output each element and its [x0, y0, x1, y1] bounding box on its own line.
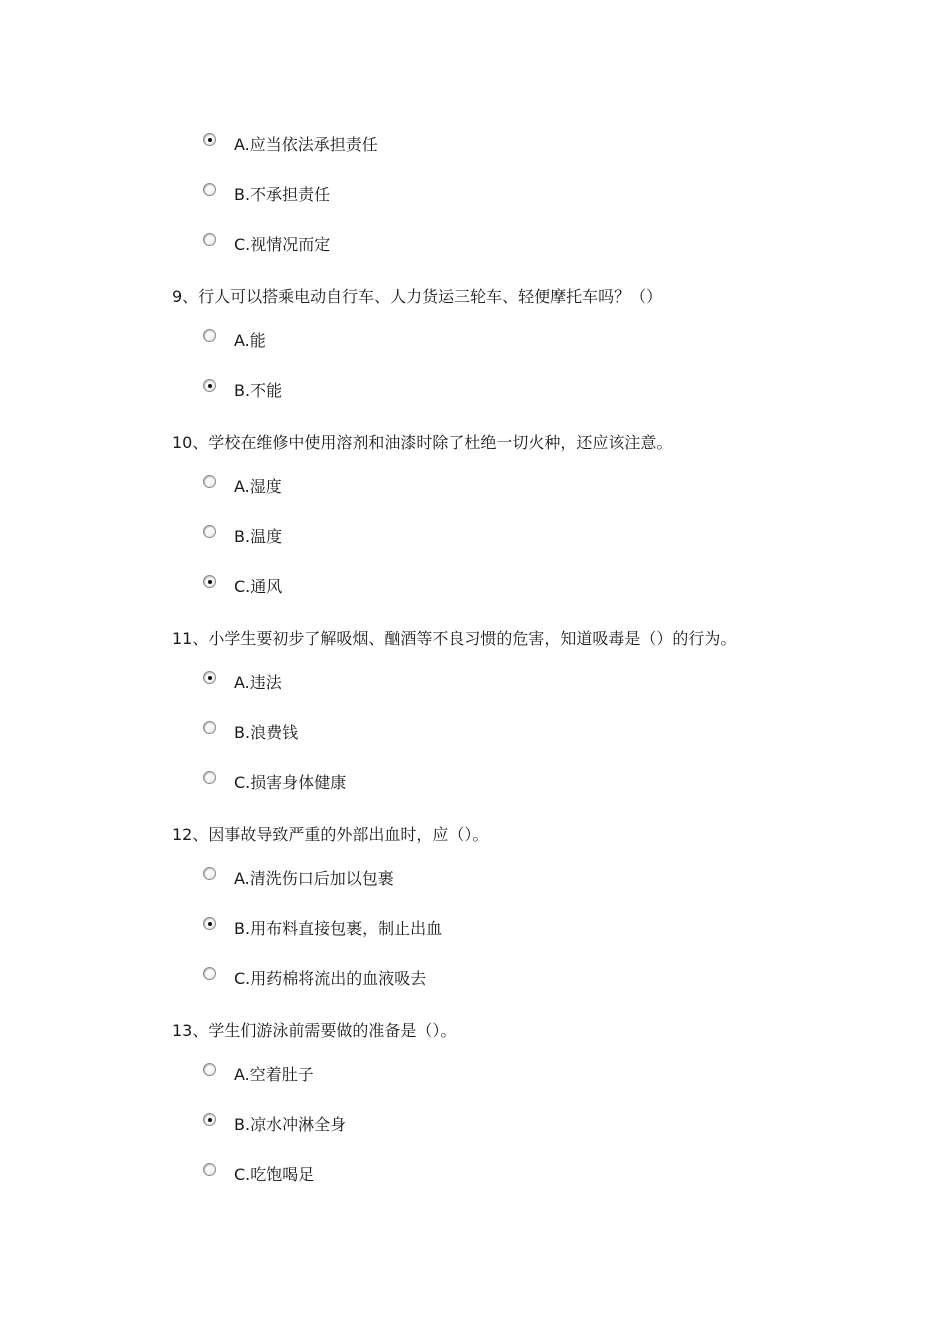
q13-option-b-radio[interactable]	[203, 1113, 216, 1126]
q9-option-b-label: B.不能	[234, 381, 283, 400]
q8-option-b-radio[interactable]	[203, 183, 216, 196]
q10-option-c-label: C.通风	[234, 577, 283, 596]
q13-option-a[interactable]	[203, 1063, 603, 1093]
q11-option-c[interactable]	[203, 771, 603, 801]
q11-option-c-label: C.损害身体健康	[234, 773, 347, 792]
q10-option-b-label: B.温度	[234, 527, 283, 546]
q8-option-b-label: B.不承担责任	[234, 185, 331, 204]
q12-option-a[interactable]	[203, 867, 603, 897]
q12-option-c-radio[interactable]	[203, 967, 216, 980]
q13-option-c[interactable]	[203, 1163, 603, 1193]
q12-option-a-label: A.清洗伤口后加以包裹	[234, 869, 394, 888]
q10-option-c[interactable]	[203, 575, 603, 605]
q10-option-a-radio[interactable]	[203, 475, 216, 488]
q8-option-c[interactable]	[203, 233, 603, 263]
q8-option-a[interactable]	[203, 133, 603, 163]
q9-option-a-radio[interactable]	[203, 329, 216, 342]
q12-option-b[interactable]	[203, 917, 603, 947]
q12-option-b-radio[interactable]	[203, 917, 216, 930]
q9-option-a-label: A.能	[234, 331, 266, 350]
q10-option-a-label: A.湿度	[234, 477, 282, 496]
question-11-title: 11、小学生要初步了解吸烟、酗酒等不良习惯的危害，知道吸毒是（）的行为。	[172, 629, 737, 648]
q12-option-c[interactable]	[203, 967, 603, 997]
q11-option-c-radio[interactable]	[203, 771, 216, 784]
question-12-title: 12、因事故导致严重的外部出血时，应（）。	[172, 825, 489, 844]
q8-option-c-radio[interactable]	[203, 233, 216, 246]
q8-option-b[interactable]	[203, 183, 603, 213]
q9-option-a[interactable]	[203, 329, 603, 359]
q13-option-b-label: B.凉水冲淋全身	[234, 1115, 347, 1134]
q13-option-a-label: A.空着肚子	[234, 1065, 314, 1084]
question-9-title: 9、行人可以搭乘电动自行车、人力货运三轮车、轻便摩托车吗？（）	[172, 287, 663, 306]
q11-option-a[interactable]	[203, 671, 603, 701]
q11-option-b[interactable]	[203, 721, 603, 751]
q13-option-b[interactable]	[203, 1113, 603, 1143]
q11-option-b-label: B.浪费钱	[234, 723, 299, 742]
question-10-title: 10、学校在维修中使用溶剂和油漆时除了杜绝一切火种，还应该注意。	[172, 433, 673, 452]
question-13-title: 13、学生们游泳前需要做的准备是（）。	[172, 1021, 457, 1040]
q8-option-c-label: C.视情况而定	[234, 235, 331, 254]
q12-option-a-radio[interactable]	[203, 867, 216, 880]
q11-option-b-radio[interactable]	[203, 721, 216, 734]
q13-option-a-radio[interactable]	[203, 1063, 216, 1076]
q10-option-a[interactable]	[203, 475, 603, 505]
q8-option-a-radio[interactable]	[203, 133, 216, 146]
q11-option-a-label: A.违法	[234, 673, 282, 692]
q9-option-b[interactable]	[203, 379, 603, 409]
q9-option-b-radio[interactable]	[203, 379, 216, 392]
q10-option-c-radio[interactable]	[203, 575, 216, 588]
q13-option-c-radio[interactable]	[203, 1163, 216, 1176]
q10-option-b[interactable]	[203, 525, 603, 555]
q12-option-b-label: B.用布料直接包裹，制止出血	[234, 919, 443, 938]
q8-option-a-label: A.应当依法承担责任	[234, 135, 378, 154]
q10-option-b-radio[interactable]	[203, 525, 216, 538]
q12-option-c-label: C.用药棉将流出的血液吸去	[234, 969, 427, 988]
q13-option-c-label: C.吃饱喝足	[234, 1165, 315, 1184]
q11-option-a-radio[interactable]	[203, 671, 216, 684]
